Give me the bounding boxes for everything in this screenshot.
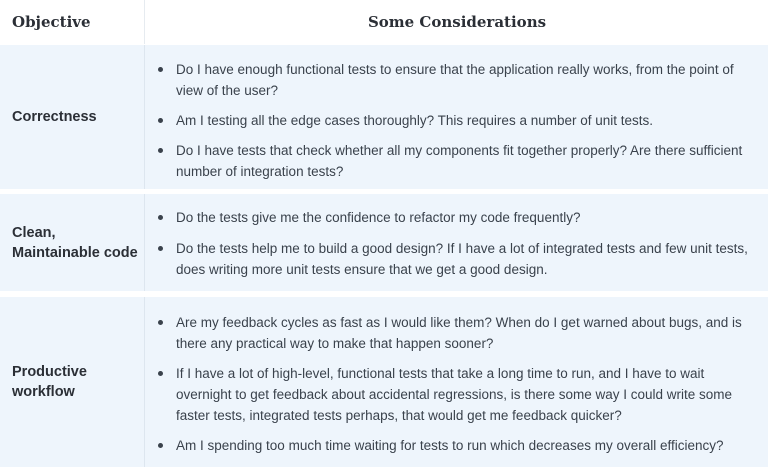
list-item: Do the tests help me to build a good design? If I have a lot of integrated tests and few unit tests, does writing more unit tests ensure that we get a good design. — [146, 238, 768, 280]
list-item: Do the tests give me the confidence to refactor my code frequently? — [146, 207, 768, 228]
table-header — [0, 0, 768, 44]
header-divider — [144, 0, 145, 44]
header-objective: Objective — [12, 13, 91, 31]
objective-cell: Productive workflow — [12, 364, 87, 400]
header-considerations: Some Considerations — [367, 13, 547, 31]
list-item: Am I testing all the edge cases thoroughly? This requires a number of unit tests. — [146, 110, 768, 131]
considerations-list — [146, 45, 768, 182]
table-row-clean-code — [0, 194, 768, 291]
table-row-productive-workflow — [0, 297, 768, 467]
list-item: Do I have enough functional tests to ensure that the application really works, from the point of view of the user? — [146, 59, 768, 101]
objective-cell: Clean, Maintainable code — [12, 224, 138, 261]
list-item: Do I have tests that check whether all my components fit together properly? Are there sufficient number of integration tests? — [146, 140, 768, 182]
considerations-list — [146, 194, 768, 280]
cell-divider — [144, 194, 145, 291]
considerations-list — [146, 297, 768, 456]
cell-divider — [144, 45, 145, 189]
table-row-correctness — [0, 45, 768, 189]
list-item: If I have a lot of high-level, functional tests that take a long time to run, and I have to wait overnight to get feedback about accidental regressions, is there some way I could write some faster tests, integrated tests perhaps, that would get me feedback quicker? — [146, 363, 768, 426]
objective-cell: Correctness — [12, 109, 97, 125]
list-item: Am I spending too much time waiting for tests to run which decreases my overall efficiency? — [146, 435, 768, 456]
list-item: Are my feedback cycles as fast as I would like them? When do I get warned about bugs, and is there any practical way to make that happen sooner? — [146, 312, 768, 354]
cell-divider — [144, 297, 145, 467]
